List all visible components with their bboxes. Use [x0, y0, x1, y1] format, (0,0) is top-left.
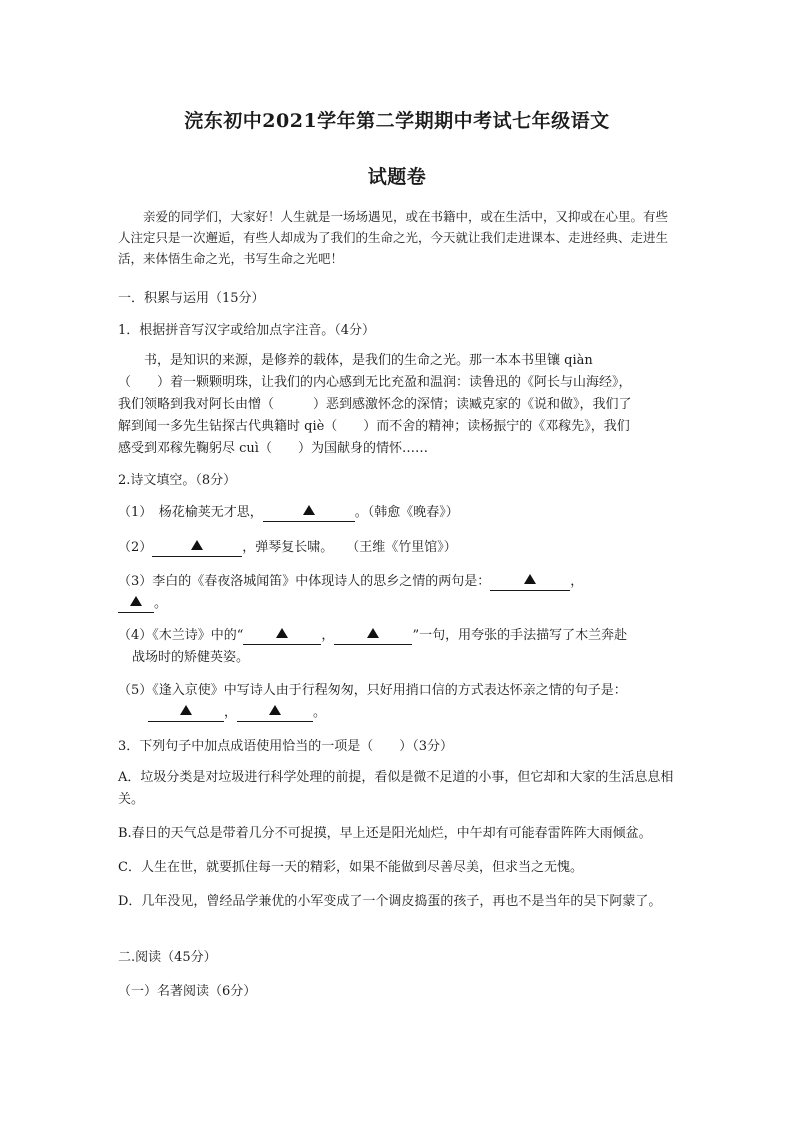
poem-item-3 [118, 571, 678, 615]
section-1-heading: 一．积累与运用（15分） [118, 291, 265, 306]
exam-title: 浣东初中2021学年第二学期期中考试七年级语文 [184, 110, 610, 132]
triangle-icon [367, 628, 379, 638]
answer-blank[interactable] [148, 705, 224, 722]
option-c: C．人生在世，就要抓住每一天的精彩，如果不能做到尽善尽美，但求当之无愧。 [118, 860, 583, 875]
poem-item-5 [118, 680, 678, 724]
section-2-subheading: （一）名著阅读（6分） [118, 984, 257, 999]
poem-item-4 [118, 625, 678, 669]
poem-item-text: （5）《逢入京使》中写诗人由于行程匆匆，只好用捎口信的方式表达怀亲之情的句子是： [118, 683, 627, 698]
poem-item-text: ， [224, 705, 238, 720]
poem-item-1 [118, 502, 678, 524]
answer-blank[interactable] [263, 505, 355, 522]
answer-blank[interactable] [334, 628, 412, 645]
passage-line: 我们领略到我对阿长由憎（ ）恶到感激怀念的深情；读臧克家的《说和做》，我们了 [118, 397, 632, 412]
triangle-icon [524, 574, 536, 584]
question-3-label: 3．下列句子中加点成语使用恰当的一项是（ ）（3分） [118, 739, 454, 754]
poem-item-text: ，弹琴复长啸。 （王维《竹里馆》） [242, 540, 457, 555]
answer-blank[interactable] [118, 596, 154, 613]
passage-line: （ ）着一颗颗明珠，让我们的内心感到无比充盈和温润：读鲁迅的《阿长与山海经》， [118, 375, 632, 390]
triangle-icon [191, 540, 203, 550]
poem-item-text: （3）李白的《春夜洛城闻笛》中体现诗人的思乡之情的两句是： [118, 574, 491, 589]
triangle-icon [180, 705, 192, 715]
poem-item-text: 。（韩愈《晚春》） [354, 505, 459, 520]
poem-item-2 [118, 537, 678, 559]
poem-item-text: 战场时的矫健英姿。 [132, 650, 250, 665]
poem-item-text: 。 [154, 596, 168, 611]
answer-blank[interactable] [490, 574, 570, 591]
poem-item-text: ， [570, 574, 584, 589]
section-2-heading: 二.阅读（45分） [118, 950, 217, 965]
poem-item-text: （4）《木兰诗》中的“ [118, 628, 244, 643]
option-b: B.春日的天气总是带着几分不可捉摸，早上还是阳光灿烂，中午却有可能春雷阵阵大雨倾盆。 [118, 826, 652, 841]
option-d: D．几年没见，曾经品学兼优的小军变成了一个调皮捣蛋的孩子，再也不是当年的吴下阿蒙了。 [118, 894, 662, 909]
question-1-passage [118, 350, 678, 460]
poem-item-text: ， [321, 628, 335, 643]
passage-line: 书，是知识的来源，是修养的载体，是我们的生命之光。那一本本书里镶 qiàn [144, 353, 593, 368]
passage-line: 解到闻一多先生钻探古代典籍时 qiè（ ）而不舍的精神；读杨振宁的《邓稼先》，我们 [118, 419, 630, 434]
answer-blank[interactable] [237, 705, 313, 722]
poem-item-text: （1） 杨花榆荚无才思， [118, 505, 263, 520]
question-2-label: 2.诗文填空。（8分） [118, 473, 237, 488]
answer-blank[interactable] [243, 628, 321, 645]
triangle-icon [276, 628, 288, 638]
option-a: A．垃圾分类是对垃圾进行科学处理的前提，看似是微不足道的小事，但它却和大家的生活息息相关。 [118, 770, 674, 807]
triangle-icon [130, 596, 142, 606]
poem-item-text: （2） [118, 540, 153, 555]
poem-item-text: ”一句，用夸张的手法描写了木兰奔赴 [412, 628, 628, 643]
exam-subtitle: 试题卷 [367, 166, 427, 188]
answer-blank[interactable] [152, 540, 242, 557]
poem-item-text: 。 [313, 705, 327, 720]
question-1-label: 1．根据拼音写汉字或给加点字注音。（4分） [118, 323, 376, 338]
passage-line: 感受到邓稼先鞠躬尽 cuì（ ）为国献身的情怀…… [118, 441, 428, 456]
intro-paragraph: 亲爱的同学们，大家好！人生就是一场场遇见，或在书籍中，或在生活中，又抑或在心里。有些人注定只是一次邂逅，有些人却成为了我们的生命之光，今天就让我们走进课本、走进经典、走进生活，来体悟生命之光，书写生命之光吧！ [118, 209, 669, 266]
triangle-icon [269, 705, 281, 715]
triangle-icon [303, 505, 315, 515]
